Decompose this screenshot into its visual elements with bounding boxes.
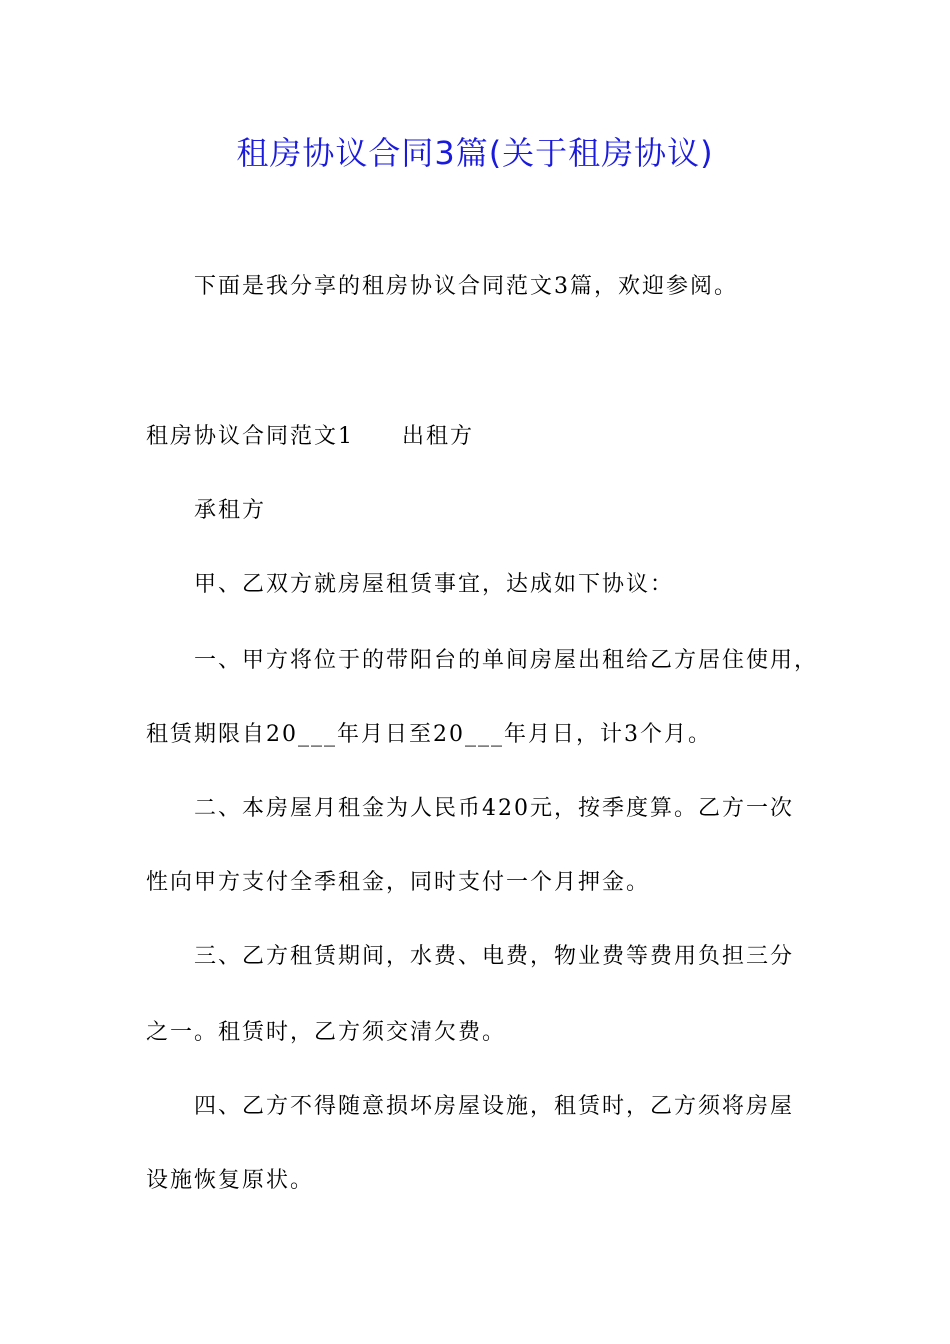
clause-4-line-2: 设施恢复原状。 (146, 1168, 315, 1193)
lessee-label: 承租方 (194, 498, 267, 523)
agreement-paragraph: 甲、乙双方就房屋租赁事宜，达成如下协议： (194, 572, 675, 597)
section-heading: 租房协议合同范文1 (146, 424, 354, 449)
clause-2-line-1: 二、本房屋月租金为人民币420元，按季度算。乙方一次 (194, 796, 794, 821)
clause-1-line-2: 租赁期限自20___年月日至20___年月日，计3个月。 (146, 722, 712, 747)
lessor-label: 出租方 (402, 424, 475, 449)
document-title: 租房协议合同3篇(关于租房协议) (236, 134, 714, 172)
section-heading-line (146, 422, 474, 452)
clause-1-line-1: 一、甲方将位于的带阳台的单间房屋出租给乙方居住使用， (194, 648, 819, 673)
clause-2-line-2: 性向甲方支付全季租金，同时支付一个月押金。 (146, 870, 651, 895)
clause-3-line-2: 之一。租赁时，乙方须交清欠费。 (146, 1020, 507, 1045)
clause-3-line-1: 三、乙方租赁期间，水费、电费，物业费等费用负担三分 (194, 944, 795, 969)
clause-4-line-1: 四、乙方不得随意损坏房屋设施，租赁时，乙方须将房屋 (194, 1094, 795, 1119)
intro-paragraph: 下面是我分享的租房协议合同范文3篇，欢迎参阅。 (194, 274, 738, 299)
